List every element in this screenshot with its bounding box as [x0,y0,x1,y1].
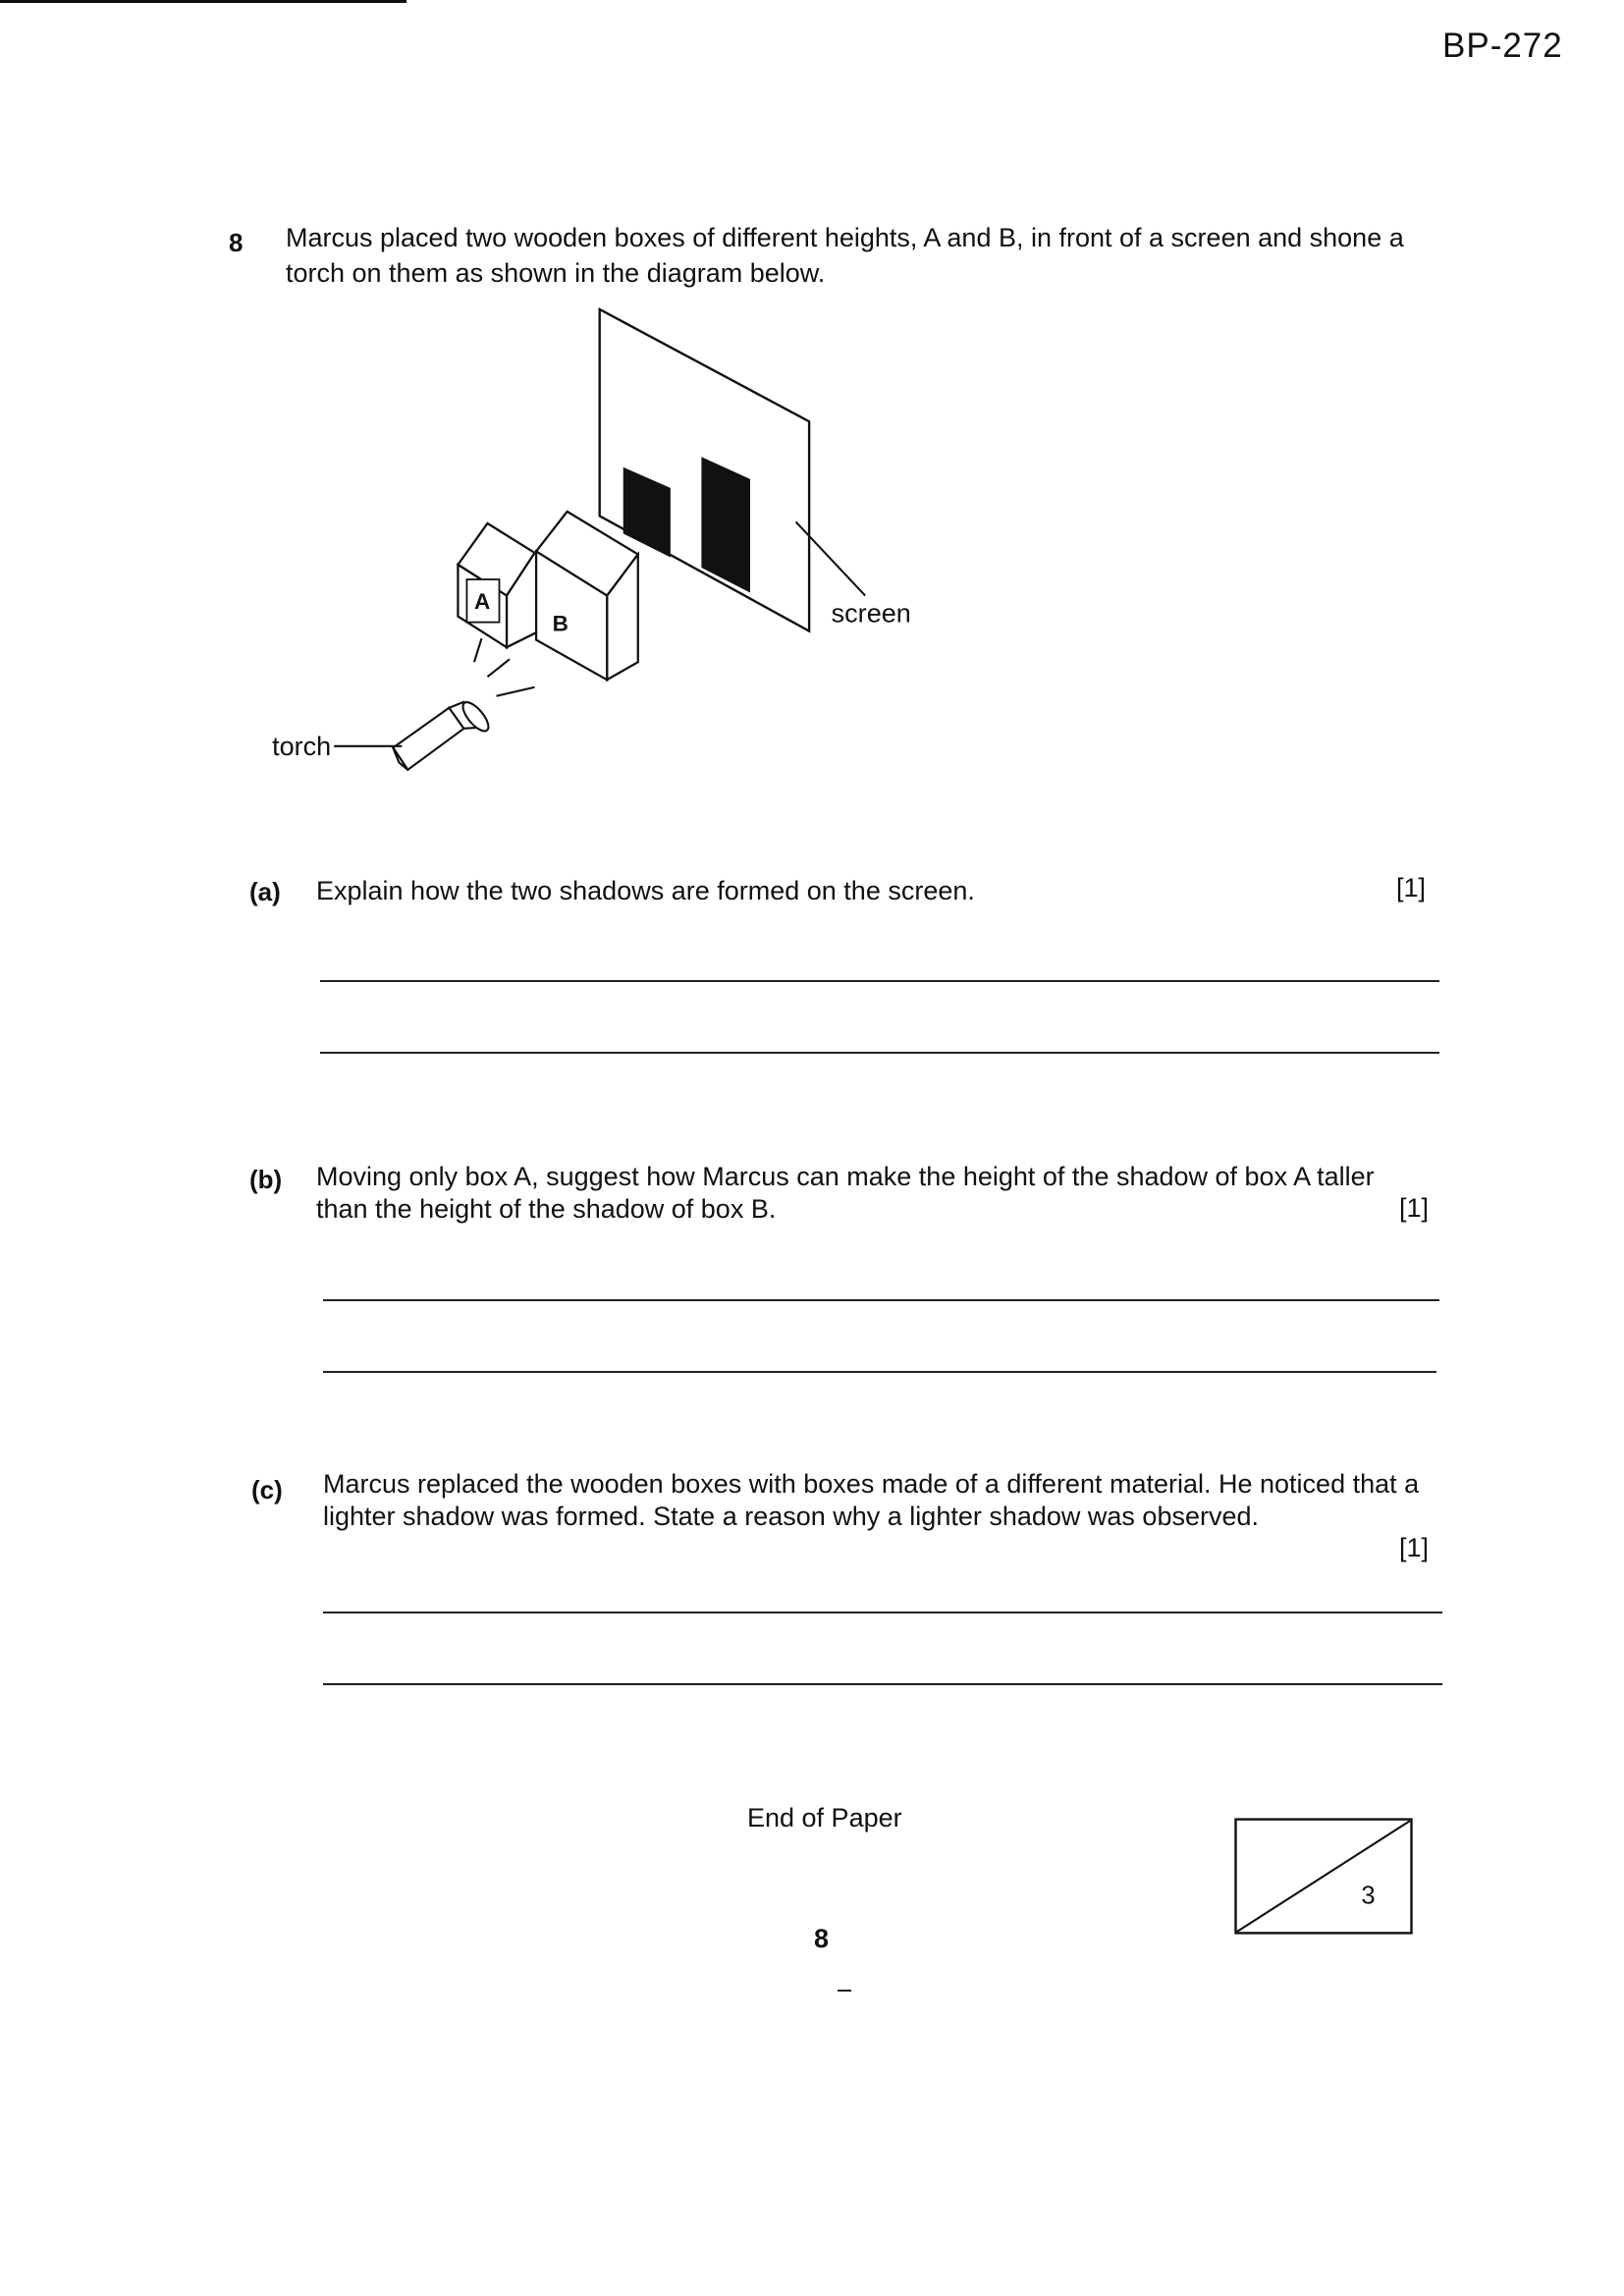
end-of-paper: End of Paper [747,1803,902,1832]
part-b-text: Moving only box A, suggest how Marcus can make the height of the shadow of box A taller than the height of the shadow of box B. [316,1162,1375,1224]
score-box-value: 3 [1361,1882,1376,1910]
part-a-marks: [1] [1396,873,1427,902]
part-b-answer-line-1[interactable] [323,1299,1439,1301]
part-c-answer-line-1[interactable] [323,1612,1442,1613]
part-c-label: (c) [251,1475,283,1504]
question-number: 8 [229,228,244,257]
torch-label: torch [272,731,332,761]
part-c-text: Marcus replaced the wooden boxes with boxes made of a different material. He noticed that a lighter shadow was formed. State a reason why a lighter shadow was observed. [323,1469,1420,1531]
shadow-diagram [272,309,1280,826]
top-margin-line [0,0,406,3]
part-c-answer-line-2[interactable] [323,1683,1442,1685]
box-b-label: B [552,611,568,636]
paper-code: BP-272 [1442,27,1563,65]
part-b-marks: [1] [1399,1193,1430,1223]
box-a-label: A [473,589,491,615]
page-number: 8 [814,1924,830,1953]
box-b [536,512,638,680]
footer-dash [838,1990,851,1992]
part-a-label: (a) [249,877,281,906]
screen-label: screen [831,598,911,629]
part-a-answer-line-1[interactable] [320,980,1439,982]
part-b-label: (b) [249,1165,283,1194]
part-c-marks: [1] [1399,1533,1430,1562]
score-box [1234,1818,1413,1935]
part-a-text: Explain how the two shadows are formed on the screen. [316,876,975,905]
part-a-answer-line-2[interactable] [320,1052,1439,1054]
torch-icon [393,698,493,770]
question-stem: Marcus placed two wooden boxes of different heights, A and B, in front of a screen and shone a torch on them as shown in the diagram below. [286,223,1404,288]
part-b-answer-line-2[interactable] [323,1371,1436,1373]
